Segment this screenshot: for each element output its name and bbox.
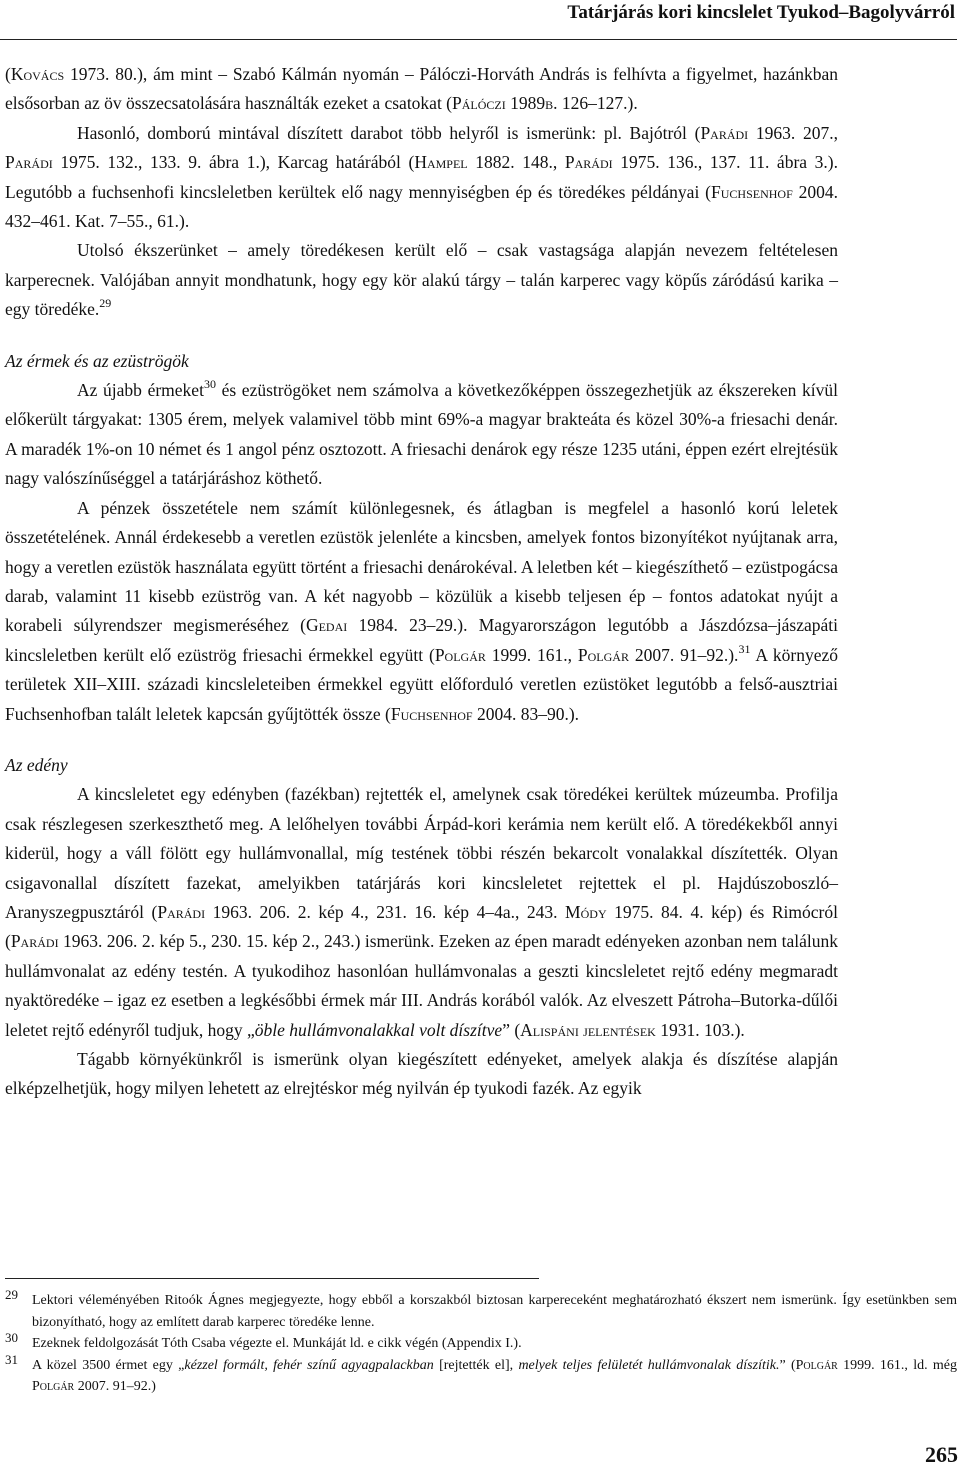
page-number: 265 (925, 1442, 958, 1467)
footnote-ref-31[interactable]: 31 (738, 641, 751, 656)
footnote-29: 29 Lektori véleményében Ritoók Ágnes megjegyezte, hogy ebből a korszakból biztosan karpereceként meghatározható ékszert nem ismerünk. Így esetünkben sem bizonyítható, hogy az említett darab karperec töredéke lenne. (5, 1290, 957, 1333)
paragraph-7: Tágabb környékünkről is ismerünk olyan kiegészített edényeket, amelyek alakja és díszítése alapján elképzelhetjük, hogy milyen lehetett az elrejtéskor még nyilván ép tyukodi fazék. Az egyik (5, 1049, 838, 1099)
footnote-ref-29[interactable]: 29 (99, 296, 112, 311)
running-head (0, 0, 957, 40)
footnote-number: 30 (5, 1330, 18, 1345)
paragraph-2: Hasonló, domború mintával díszített darabot több helyről is ismerünk: pl. Bajótról (Parádi 1963. 207., Parádi 1975. 132., 133. 9. ábra 1.), Karcag határából (Hampel 1882. 148., Parádi 1975. 136., 137. 11. ábra 3.). Legutóbb a fuchsenhofi kincsleletben kerültek elő nagy mennyiségben ép és töredékes példányai (Fuchsenhof 2004. 432–461. Kat. 7–55., 61.). (5, 122, 838, 232)
footnote-ref-30[interactable]: 30 (203, 377, 216, 392)
body-text (5, 60, 838, 1104)
footnote-31: 31 A közel 3500 érmet egy „kézzel formált, fehér színű agyagpalackban [rejtették el], melyek teljes felületét hullámvonalak díszítik.” (Polgár 1999. 161., ld. még Polgár 2007. 91–92.) (5, 1355, 957, 1398)
running-head-title: Tatárjárás kori kincslelet Tyukod–Bagolyvárról (567, 2, 955, 23)
paragraph-3: Utolsó ékszerünket – amely töredékesen került elő – csak vastagsága alapján nevezem feltételesen karperecnek. Valójában annyit mondhatunk, hogy egy kör alakú tárgy – talán karperec vagy köpűs záródású karika – egy töredéke.$^{29}$ (5, 240, 838, 320)
paragraph-4: Az újabb érmeket$^{30}$ és ezüströgöket nem számolva a következőképpen összegezhetjük az ékszereken kívül előkerült tárgyakat: 1305 érem, melyek valamivel több mint 69%-a magyar brakteáta és közel 30%-a friesachi denár. A maradék 1%-on 10 német és 1 angol pénz osztozott. A friesachi denárok egy része 1235 utáni, éppen ezért elrejtésük nagy valószínűséggel a tatárjáráshoz köthető. (5, 377, 838, 489)
section-title-coins: Az érmek és az ezüströgök (5, 350, 189, 371)
footnote-30: 30 Ezeknek feldolgozását Tóth Csaba végezte el. Munkáját ld. e cikk végén (Appendix I.). (5, 1333, 957, 1355)
footnote-rule (5, 1278, 539, 1279)
paragraph-1: (Kovács 1973. 80.), ám mint – Szabó Kálmán nyomán – Pálóczi-Horváth András is felhívta a figyelmet, hazánkban elsősorban az öv összecsatolására használták ezeket a csatokat (Pálóczi 1989b. 126–127.). (5, 64, 838, 114)
paragraph-5: A pénzek összetétele nem számít különlegesnek, és átlagban is megfelel a hasonló korú leletek összetételének. Annál érdekesebb a veretlen ezüstök jelenléte a kincsben, amelyek fontos bizonyítékot nyújtanak arra, hogy a veretlen ezüstök használata együtt történt a friesachi denárokéval. A leletben két – kiegészíthető – ezüstpogácsa darab, valamint 11 kisebb ezüströg van. A két nagyobb – közülük a kisebb teljesen ép – fontos adatokat nyújt a korabeli súlyrendszer megismeréséhez (Gedai 1984. 23–29.). Magyarországon legutóbb a Jászdózsa–jászapáti kincsleletben került elő ezüströg friesachi érmekkel együtt (Polgár 1999. 161., Polgár 2007. 91–92.).$^{31}$ A környező területek XII–XIII. századi kincsleleteiben érmekkel együtt előforduló veretlen ezüstöket legutóbb a felső-ausztriai Fuchsenhofban talált leletek kapcsán gyűjtötték össze (Fuchsenhof 2004. 83–90.). (5, 497, 838, 724)
footnotes (5, 1287, 957, 1398)
section-title-vessel: Az edény (5, 754, 68, 775)
footnote-number: 31 (5, 1351, 18, 1367)
paragraph-6: A kincsleletet egy edényben (fazékban) rejtették el, amelynek csak töredékei kerültek múzeumba. Profilja csak részlegesen szerkeszthető meg. A lelőhelyen további Árpád-kori kerámia nem került elő. A töredékekből annyi kiderül, hogy a váll fölött egy hullámvonallal, míg testének többi részén bekarcolt vonalakkal díszítették. Olyan csigavonallal díszített fazekat, amelyikben tatárjárás kori kincsleletet rejtettek el pl. Hajdúszoboszló–Aranyszegpusztáról (Parádi 1963. 206. 2. kép 4., 231. 16. kép 4–4a., 243. Módy 1975. 84. 4. kép) és Rimócról (Parádi 1963. 206. 2. kép 5., 230. 15. kép 2., 243.) ismerünk. Ezeken az épen maradt edényeken azonban nem találunk hullámvonalat az edény testén. A tyukodihoz hasonlóan hullámvonalas a geszti kincsleletet rejtő edény megmaradt nyaktöredéke – igaz ez esetben a legkésőbbi érmek már III. András korából valók. Az elveszett Pátroha–Butorka-dűlői leletet rejtő edényről tudjuk, hogy „öble hullámvonalakkal volt díszítve” (Alispáni jelentések 1931. 103.). (5, 784, 838, 1040)
footnote-number: 29 (5, 1287, 18, 1302)
